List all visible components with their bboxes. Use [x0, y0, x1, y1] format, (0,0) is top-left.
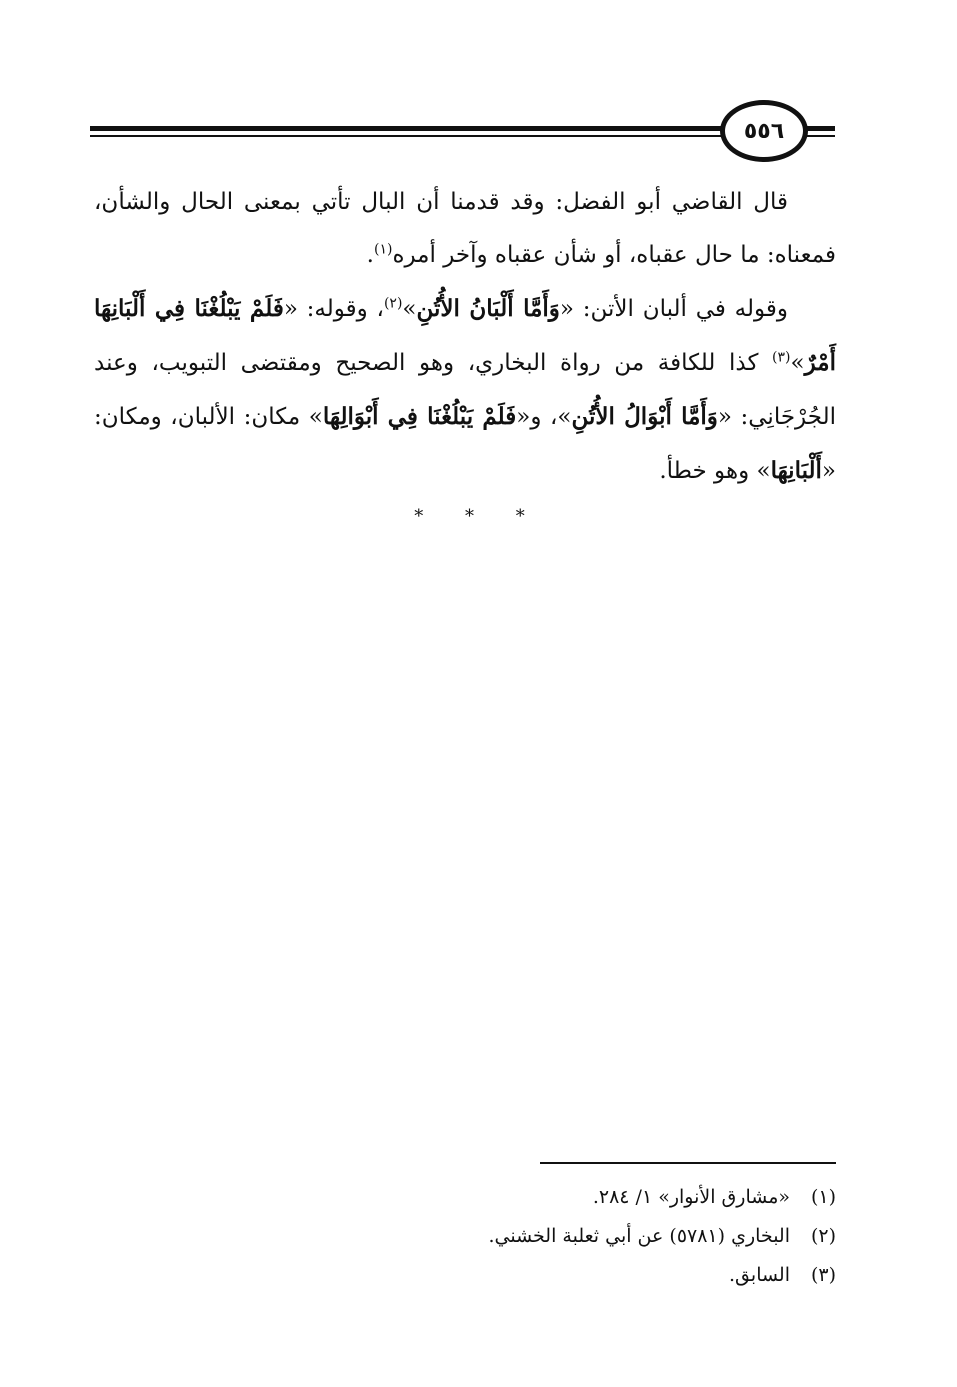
- p2-h: » وهو خطأ.: [659, 458, 771, 484]
- section-separator: * * *: [414, 506, 543, 527]
- footnote-ref-1[interactable]: (١): [373, 241, 393, 258]
- footnote-1: [300, 1178, 836, 1217]
- footnote-text: البخاري (٥٧٨١) عن أبي ثعلبة الخشني.: [488, 1225, 790, 1247]
- header-line-thick: [90, 126, 722, 131]
- footnote-ref-2[interactable]: (٢): [383, 295, 403, 312]
- hadith-quote-1: وَأَمَّا أَلْبَانُ الأُتُنِ: [416, 295, 560, 322]
- p2-d: »: [790, 350, 805, 376]
- p2-c: ، وقوله: «: [283, 296, 384, 322]
- footnote-number: (١): [810, 1186, 836, 1208]
- footnote-number: (٢): [810, 1225, 836, 1247]
- p2-f: »، و«: [516, 404, 572, 430]
- hadith-quote-2: فَلَمْ يَبْلُغْنَا فِي أَلْبَانِهَا أَمْرٌ: [94, 295, 836, 376]
- p1-text: قال القاضي أبو الفضل: وقد قدمنا أن البال تأتي بمعنى الحال والشأن، فمعناه: ما حال عقباه، أو شأن عقباه وآخر أمره: [94, 189, 836, 268]
- hadith-quote-4: فَلَمْ يَبْلُغْنَا فِي أَبْوَالِهَا: [322, 403, 517, 430]
- footnote-text: «مشارق الأنوار» ١/ ٢٨٤.: [592, 1186, 790, 1208]
- footnote-2: [300, 1217, 836, 1256]
- paragraph-1: [94, 176, 836, 282]
- hadith-quote-3: وَأَمَّا أَبْوَالُ الأُتُنِ: [571, 403, 718, 430]
- footnotes: [300, 1178, 836, 1295]
- p2-g: » مكان: الألبان، ومكان: «: [94, 404, 836, 484]
- footnote-rule: [540, 1162, 836, 1164]
- p2-e: كذا للكافة من رواة البخاري، وهو الصحيح ومقتضى التبويب، وعند الجُرْجَانِي: «: [94, 350, 836, 430]
- hadith-quote-5: أَلْبَانِهَا: [770, 457, 822, 484]
- header-line-thin: [90, 135, 722, 137]
- page-number: ٥٥٦: [720, 100, 808, 162]
- p1-end: .: [366, 242, 374, 268]
- footnote-ref-3[interactable]: (٣): [772, 349, 791, 366]
- footnote-text: السابق.: [729, 1264, 790, 1286]
- body-text: [94, 176, 836, 498]
- p2-a: وقوله في ألبان الأتن: «: [559, 296, 788, 322]
- p2-b: »: [402, 296, 417, 322]
- paragraph-2: [94, 282, 836, 498]
- footnote-number: (٣): [810, 1264, 836, 1286]
- footnote-3: [300, 1256, 836, 1295]
